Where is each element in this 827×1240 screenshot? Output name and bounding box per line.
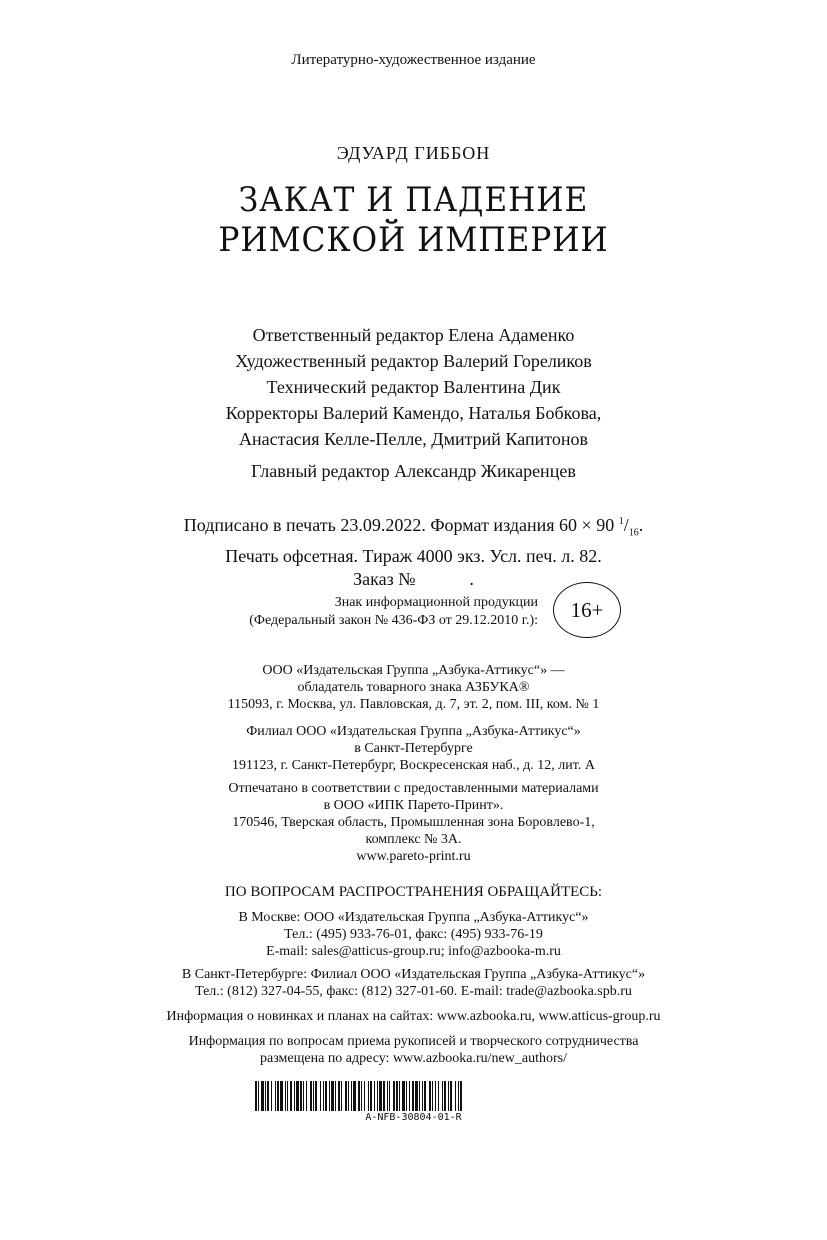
barcode-bar — [370, 1081, 372, 1111]
barcode-bar — [374, 1081, 375, 1111]
credit-line: Анастасия Келле-Пелле, Дмитрий Капитонов — [239, 429, 588, 449]
barcode-bar — [303, 1081, 304, 1111]
barcode-bar — [387, 1081, 388, 1111]
distribution-line: Тел.: (495) 933-76-01, факс: (495) 933-76-19 — [284, 927, 543, 942]
publisher-line: в ООО «ИПК Парето-Принт». — [323, 798, 504, 813]
publisher-line: Отпечатано в соответствии с предоставленными материалами — [228, 781, 599, 796]
barcode-bar — [419, 1081, 420, 1111]
publisher-line: ООО «Издательская Группа „Азбука-Аттикус“» — — [262, 663, 565, 678]
publisher-line: 170546, Тверская область, Промышленная зона Боровлево-1, — [232, 815, 595, 830]
barcode-bar — [448, 1081, 449, 1111]
publisher-line: Филиал ООО «Издательская Группа „Азбука-Аттикус“» — [246, 724, 581, 739]
publisher-line: обладатель товарного знака АЗБУКА® — [297, 680, 530, 695]
barcode-bar — [315, 1081, 317, 1111]
fraction-end: . — [638, 515, 644, 535]
barcode-bar — [290, 1081, 292, 1111]
barcode-bar — [358, 1081, 360, 1111]
barcode-bar — [277, 1081, 279, 1111]
distribution-sites: Информация о новинках и планах на сайтах: www.azbooka.ru, www.atticus-group.ru — [166, 1009, 661, 1024]
distribution-line: В Санкт-Петербурге: Филиал ООО «Издательская Группа „Азбука-Аттикус“» — [181, 967, 646, 982]
barcode-bar — [341, 1081, 342, 1111]
info-sign-line-1: Знак информационной продукции — [334, 595, 538, 610]
barcode-bar — [379, 1081, 382, 1111]
chief-editor: Главный редактор Александр Жикаренцев — [251, 461, 576, 481]
publisher-line: 191123, г. Санкт-Петербург, Воскресенская наб., д. 12, лит. А — [232, 758, 595, 773]
age-rating: 16+ — [570, 597, 604, 622]
barcode-bar — [415, 1081, 418, 1111]
barcode-bar — [331, 1081, 334, 1111]
barcode-bar — [422, 1081, 423, 1111]
publisher-block-spb — [0, 723, 827, 774]
credit-line: Художественный редактор Валерий Гореликов — [235, 351, 592, 371]
barcode-bar — [460, 1081, 462, 1111]
distribution-line: Тел.: (812) 327-04-55, факс: (812) 327-01-60. E-mail: trade@azbooka.spb.ru — [195, 984, 632, 999]
credits-block — [0, 322, 827, 452]
barcode-bar — [325, 1081, 327, 1111]
barcode-bar — [458, 1081, 459, 1111]
barcode-bar — [364, 1081, 365, 1111]
barcode-bar — [345, 1081, 347, 1111]
distribution-spb — [0, 966, 827, 1000]
barcode-bar — [383, 1081, 385, 1111]
barcode-bar — [310, 1081, 312, 1111]
fraction-denominator: 16 — [628, 527, 639, 539]
print-line-1 — [0, 510, 827, 545]
credit-line: Технический редактор Валентина Дик — [266, 377, 561, 397]
barcode-bar — [255, 1081, 257, 1111]
distribution-line: В Москве: ООО «Издательская Группа „Азбука-Аттикус“» — [238, 910, 589, 925]
barcode-bar — [258, 1081, 259, 1111]
barcode-bar — [323, 1081, 324, 1111]
distribution-line: E-mail: sales@atticus-group.ru; info@azbooka-m.ru — [266, 944, 561, 959]
barcode-bar — [412, 1081, 414, 1111]
barcode-bar — [402, 1081, 405, 1111]
credit-line: Ответственный редактор Елена Адаменко — [252, 325, 575, 345]
publisher-line: комплекс № 3А. — [365, 832, 462, 847]
publisher-block-moscow — [0, 662, 827, 713]
genre-label: Литературно-художественное издание — [291, 52, 536, 68]
barcode-bar — [351, 1081, 352, 1111]
publisher-line: www.pareto-print.ru — [356, 849, 471, 864]
barcode-bar — [353, 1081, 356, 1111]
barcode-bar — [396, 1081, 398, 1111]
barcode-bar — [348, 1081, 349, 1111]
age-rating-badge — [553, 582, 621, 638]
book-title — [33, 180, 794, 260]
distribution-line: Информация по вопросам приема рукописей и творческого сотрудничества — [188, 1034, 639, 1049]
barcode-bar — [399, 1081, 400, 1111]
barcode-bar — [313, 1081, 314, 1111]
barcode-bar — [429, 1081, 431, 1111]
barcode-bar — [409, 1081, 410, 1111]
authors-info — [0, 1033, 827, 1067]
info-sign-line-2: (Федеральный закон № 436-ФЗ от 29.12.2010 г.): — [249, 613, 538, 628]
barcode-bar — [361, 1081, 362, 1111]
barcode-bar — [338, 1081, 340, 1111]
barcode-bar — [335, 1081, 336, 1111]
print-line-3: Заказ № . — [353, 568, 474, 589]
barcode-bar — [424, 1081, 426, 1111]
barcode-bar — [294, 1081, 295, 1111]
barcode-code: A-NFB-30804-01-R — [365, 1112, 462, 1123]
barcode-bar — [329, 1081, 330, 1111]
barcode-bar — [444, 1081, 446, 1111]
barcode-bar — [285, 1081, 286, 1111]
barcode-bar — [377, 1081, 378, 1111]
print-format: Подписано в печать 23.09.2022. Формат издания 60 × 90 — [183, 515, 619, 535]
barcode-bar — [442, 1081, 443, 1111]
barcode-bar — [265, 1081, 266, 1111]
barcode-bar — [267, 1081, 269, 1111]
distribution-line: размещена по адресу: www.azbooka.ru/new_authors/ — [260, 1051, 567, 1066]
printer-block — [0, 780, 827, 865]
barcode-bar — [271, 1081, 272, 1111]
barcode-bar — [287, 1081, 288, 1111]
author-name: ЭДУАРД ГИББОН — [336, 143, 491, 163]
barcode-image — [255, 1081, 573, 1111]
barcode-bar — [275, 1081, 276, 1111]
barcode-bar — [438, 1081, 439, 1111]
barcode-bar — [306, 1081, 307, 1111]
barcode-bar — [393, 1081, 395, 1111]
publisher-line: 115093, г. Москва, ул. Павловская, д. 7, эт. 2, пом. III, ком. № 1 — [227, 697, 600, 712]
barcode-bar — [320, 1081, 321, 1111]
fraction-numerator: 1 — [618, 516, 624, 527]
barcode-bar — [280, 1081, 283, 1111]
credit-line: Корректоры Валерий Камендо, Наталья Бобкова, — [225, 403, 602, 423]
title-line-2: РИМСКОЙ ИМПЕРИИ — [218, 220, 609, 260]
barcode-bar — [455, 1081, 456, 1111]
publisher-line: в Санкт-Петербурге — [354, 741, 473, 756]
info-sign-text — [228, 594, 538, 630]
print-line-2: Печать офсетная. Тираж 4000 экз. Усл. печ. л. 82. — [225, 545, 602, 566]
barcode-bar — [435, 1081, 436, 1111]
distribution-moscow — [0, 909, 827, 960]
barcode-bar — [300, 1081, 302, 1111]
print-info — [0, 510, 827, 591]
barcode-bar — [296, 1081, 299, 1111]
fraction-separator: / — [623, 515, 629, 535]
barcode-bar — [368, 1081, 369, 1111]
distribution-heading: ПО ВОПРОСАМ РАСПРОСТРАНЕНИЯ ОБРАЩАЙТЕСЬ: — [224, 884, 603, 900]
barcode-bar — [406, 1081, 407, 1111]
barcode-bar — [261, 1081, 264, 1111]
barcode-bar — [432, 1081, 433, 1111]
barcode-bar — [389, 1081, 390, 1111]
title-line-1: ЗАКАТ И ПАДЕНИЕ — [238, 180, 589, 220]
barcode-bar — [450, 1081, 452, 1111]
